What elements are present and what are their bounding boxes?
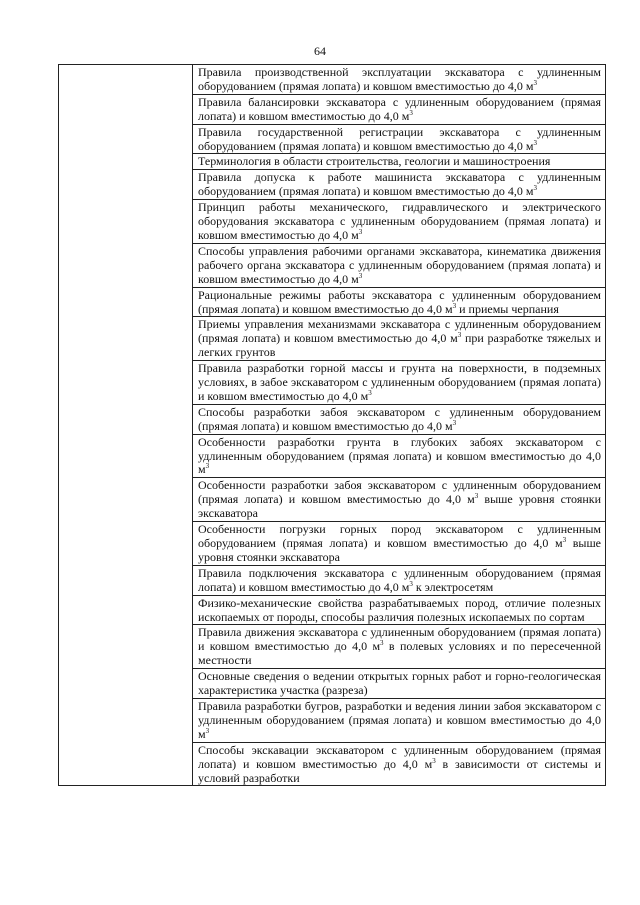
- knowledge-item-text: Приемы управления механизмами экскаватора с удлиненным оборудованием (прямая лопата) и ковшом вместимостью до 4,0 $м^3$ при разработке тяжелых и легких грунтов: [198, 317, 601, 360]
- knowledge-item-text: Правила движения экскаватора с удлиненным оборудованием (прямая лопата) и ковшом вместимостью до 4,0 $м^3$ в полевых условиях и по пересеченной местности: [198, 625, 602, 668]
- knowledge-item-text: Особенности погрузки горных пород экскаватором с удлиненным оборудованием (прямая лопата) и ковшом вместимостью до 4,0 $м^3$ выше уровня стоянки экскаватора: [198, 522, 602, 564]
- knowledge-item-cell: [193, 522, 606, 566]
- knowledge-item-text: Физико-механические свойства разрабатываемых пород, отличие полезных ископаемых от породы, способы различия полезных ископаемых по сортам: [198, 595, 601, 624]
- knowledge-item-text: Терминология в области строительства, геологии и машиностроения: [198, 154, 551, 169]
- knowledge-item-cell: [193, 404, 606, 434]
- knowledge-item-cell: [193, 94, 606, 124]
- knowledge-item-cell: [193, 625, 606, 669]
- table-body: [59, 65, 606, 786]
- knowledge-item-cell: [193, 287, 606, 317]
- knowledge-item-cell: [193, 317, 606, 361]
- knowledge-item-text: Способы экскавации экскаватором с удлиненным оборудованием (прямая лопата) и ковшом вместимостью до 4,0 $м^3$ в зависимости от системы и условий разработки: [198, 742, 601, 785]
- knowledge-table: [58, 64, 606, 786]
- knowledge-item-text: Способы управления рабочими органами экскаватора, кинематика движения рабочего органа экскаватора с удлиненным оборудованием (прямая лопата) и ковшом вместимостью до 4,0 $м^3$: [198, 243, 601, 286]
- knowledge-item-cell: [193, 595, 606, 625]
- knowledge-item-cell: [193, 170, 606, 200]
- knowledge-item-text: Принцип работы механического, гидравлического и электрического оборудования экскаватора с удлиненным оборудованием (прямая лопата) и ковшом вместимостью до 4,0 $м^3$: [198, 200, 601, 242]
- knowledge-item-cell: [193, 243, 606, 287]
- knowledge-item-cell: [193, 669, 606, 699]
- knowledge-item-text: Особенности разработки забоя экскаватором с удлиненным оборудованием (прямая лопата) и ковшом вместимостью до 4,0 $м^3$ выше уровня стоянки экскаватора: [198, 478, 602, 521]
- knowledge-item-text: Особенности разработки грунта в глубоких забоях экскаватором с удлиненным оборудованием (прямая лопата) и ковшом вместимостью до 4,0 $м^3$: [198, 434, 601, 477]
- knowledge-item-text: Правила разработки бугров, разработки и ведения линии забоя экскаватором с удлиненным оборудованием (прямая лопата) и ковшом вместимостью до 4,0 $м^3$: [198, 698, 601, 741]
- knowledge-item-cell: [193, 742, 606, 786]
- knowledge-item-cell: [193, 698, 606, 742]
- knowledge-item-cell: [193, 565, 606, 595]
- knowledge-item-cell: [193, 154, 606, 170]
- page-number: 64: [314, 44, 326, 58]
- knowledge-item-text: Основные сведения о ведении открытых горных работ и горно-геологическая характеристика участка (разреза): [198, 669, 601, 698]
- knowledge-item-text: Правила разработки горной массы и грунта на поверхности, в подземных условиях, в забое экскаватором с удлиненным оборудованием (прямая лопата) и ковшом вместимостью до 4,0 $м^3$: [198, 361, 601, 403]
- knowledge-item-cell: [193, 200, 606, 244]
- knowledge-item-text: Правила балансировки экскаватора с удлиненным оборудованием (прямая лопата) и ковшом вместимостью до 4,0 $м^3$: [198, 94, 601, 123]
- knowledge-item-text: Способы разработки забоя экскаватором с удлиненным оборудованием (прямая лопата) и ковшом вместимостью до 4,0 $м^3$: [198, 404, 601, 433]
- knowledge-item-text: Правила допуска к работе машиниста экскаватора с удлиненным оборудованием (прямая лопата) и ковшом вместимостью до 4,0 $м^3$: [198, 170, 601, 199]
- knowledge-item-cell: [193, 478, 606, 522]
- knowledge-item-text: Правила производственной эксплуатации экскаватора с удлиненным оборудованием (прямая лопата) и ковшом вместимостью до 4,0 $м^3$: [198, 65, 601, 93]
- knowledge-item-text: Правила государственной регистрации экскаватора с удлиненным оборудованием (прямая лопата) и ковшом вместимостью до 4,0 $м^3$: [198, 124, 601, 153]
- knowledge-item-text: Рациональные режимы работы экскаватора с удлиненным оборудованием (прямая лопата) и ковшом вместимостью до 4,0 $м^3$ и приемы черпания: [198, 287, 601, 316]
- knowledge-item-text: Правила подключения экскаватора с удлиненным оборудованием (прямая лопата) и ковшом вместимостью до 4,0 $м^3$ к электросетям: [198, 565, 601, 594]
- knowledge-item-cell: [193, 434, 606, 478]
- table-row: [59, 65, 606, 95]
- empty-label-cell: [59, 65, 193, 786]
- knowledge-item-cell: [193, 361, 606, 405]
- knowledge-item-cell: [193, 65, 606, 95]
- knowledge-item-cell: [193, 124, 606, 154]
